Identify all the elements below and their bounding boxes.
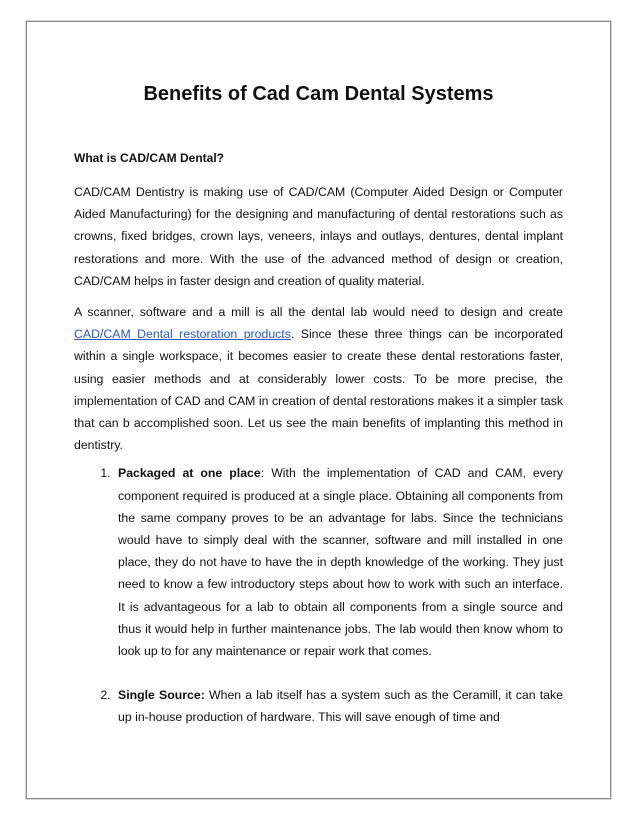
- section-heading: What is CAD/CAM Dental?: [74, 151, 224, 165]
- benefit-text: When a lab itself has a system such as the Ceramill, it can take up in-house production of hardware. This will save enough of time and: [118, 688, 563, 725]
- benefits-list: [74, 462, 563, 728]
- benefit-title: Single Source:: [118, 688, 205, 703]
- page-content: [74, 82, 563, 729]
- paragraph-text-after-link: . Since these three things can be incorporated within a single workspace, it becomes easier to create these dental restorations faster, using easier methods and at considerably lower costs. To be more precise, the implementation of CAD and CAM in creation of dental restorations makes it a simpler task that can b accomplished soon. Let us see the main benefits of implanting this method in dentistry.: [74, 327, 563, 453]
- document-title: Benefits of Cad Cam Dental Systems: [143, 83, 494, 105]
- paragraph-components: [74, 301, 563, 456]
- benefit-text: : With the implementation of CAD and CAM, every component required is produced at a single place. Obtaining all components from the same company proves to be an advantage for labs. Since the technicians would have to simply deal with the scanner, software and mill installed in one place, they do not have to have the in depth knowledge of the working. They just need to know a few introductory steps about how to work with such an interface. It is advantageous for a lab to obtain all components from a single source and thus it would help in further maintenance jobs. The lab would then know whom to look up to for any maintenance or repair work that comes.: [118, 466, 563, 659]
- cad-cam-products-link[interactable]: CAD/CAM Dental restoration products: [74, 327, 291, 342]
- list-item: [114, 462, 563, 662]
- benefit-title: Packaged at one place: [118, 466, 261, 481]
- list-item: [114, 684, 563, 728]
- paragraph-intro: CAD/CAM Dentistry is making use of CAD/CAM (Computer Aided Design or Computer Aided Manufacturing) for the designing and manufacturing of dental restorations such as crowns, fixed bridges, crown lays, veneers, inlays and outlays, dentures, dental implant restorations and more. With the use of the advanced method of design or creation, CAD/CAM helps in faster design and creation of quality material.: [74, 185, 563, 288]
- paragraph-text-before-link: A scanner, software and a mill is all the dental lab would need to design and create: [74, 305, 563, 320]
- document-page: [26, 21, 611, 799]
